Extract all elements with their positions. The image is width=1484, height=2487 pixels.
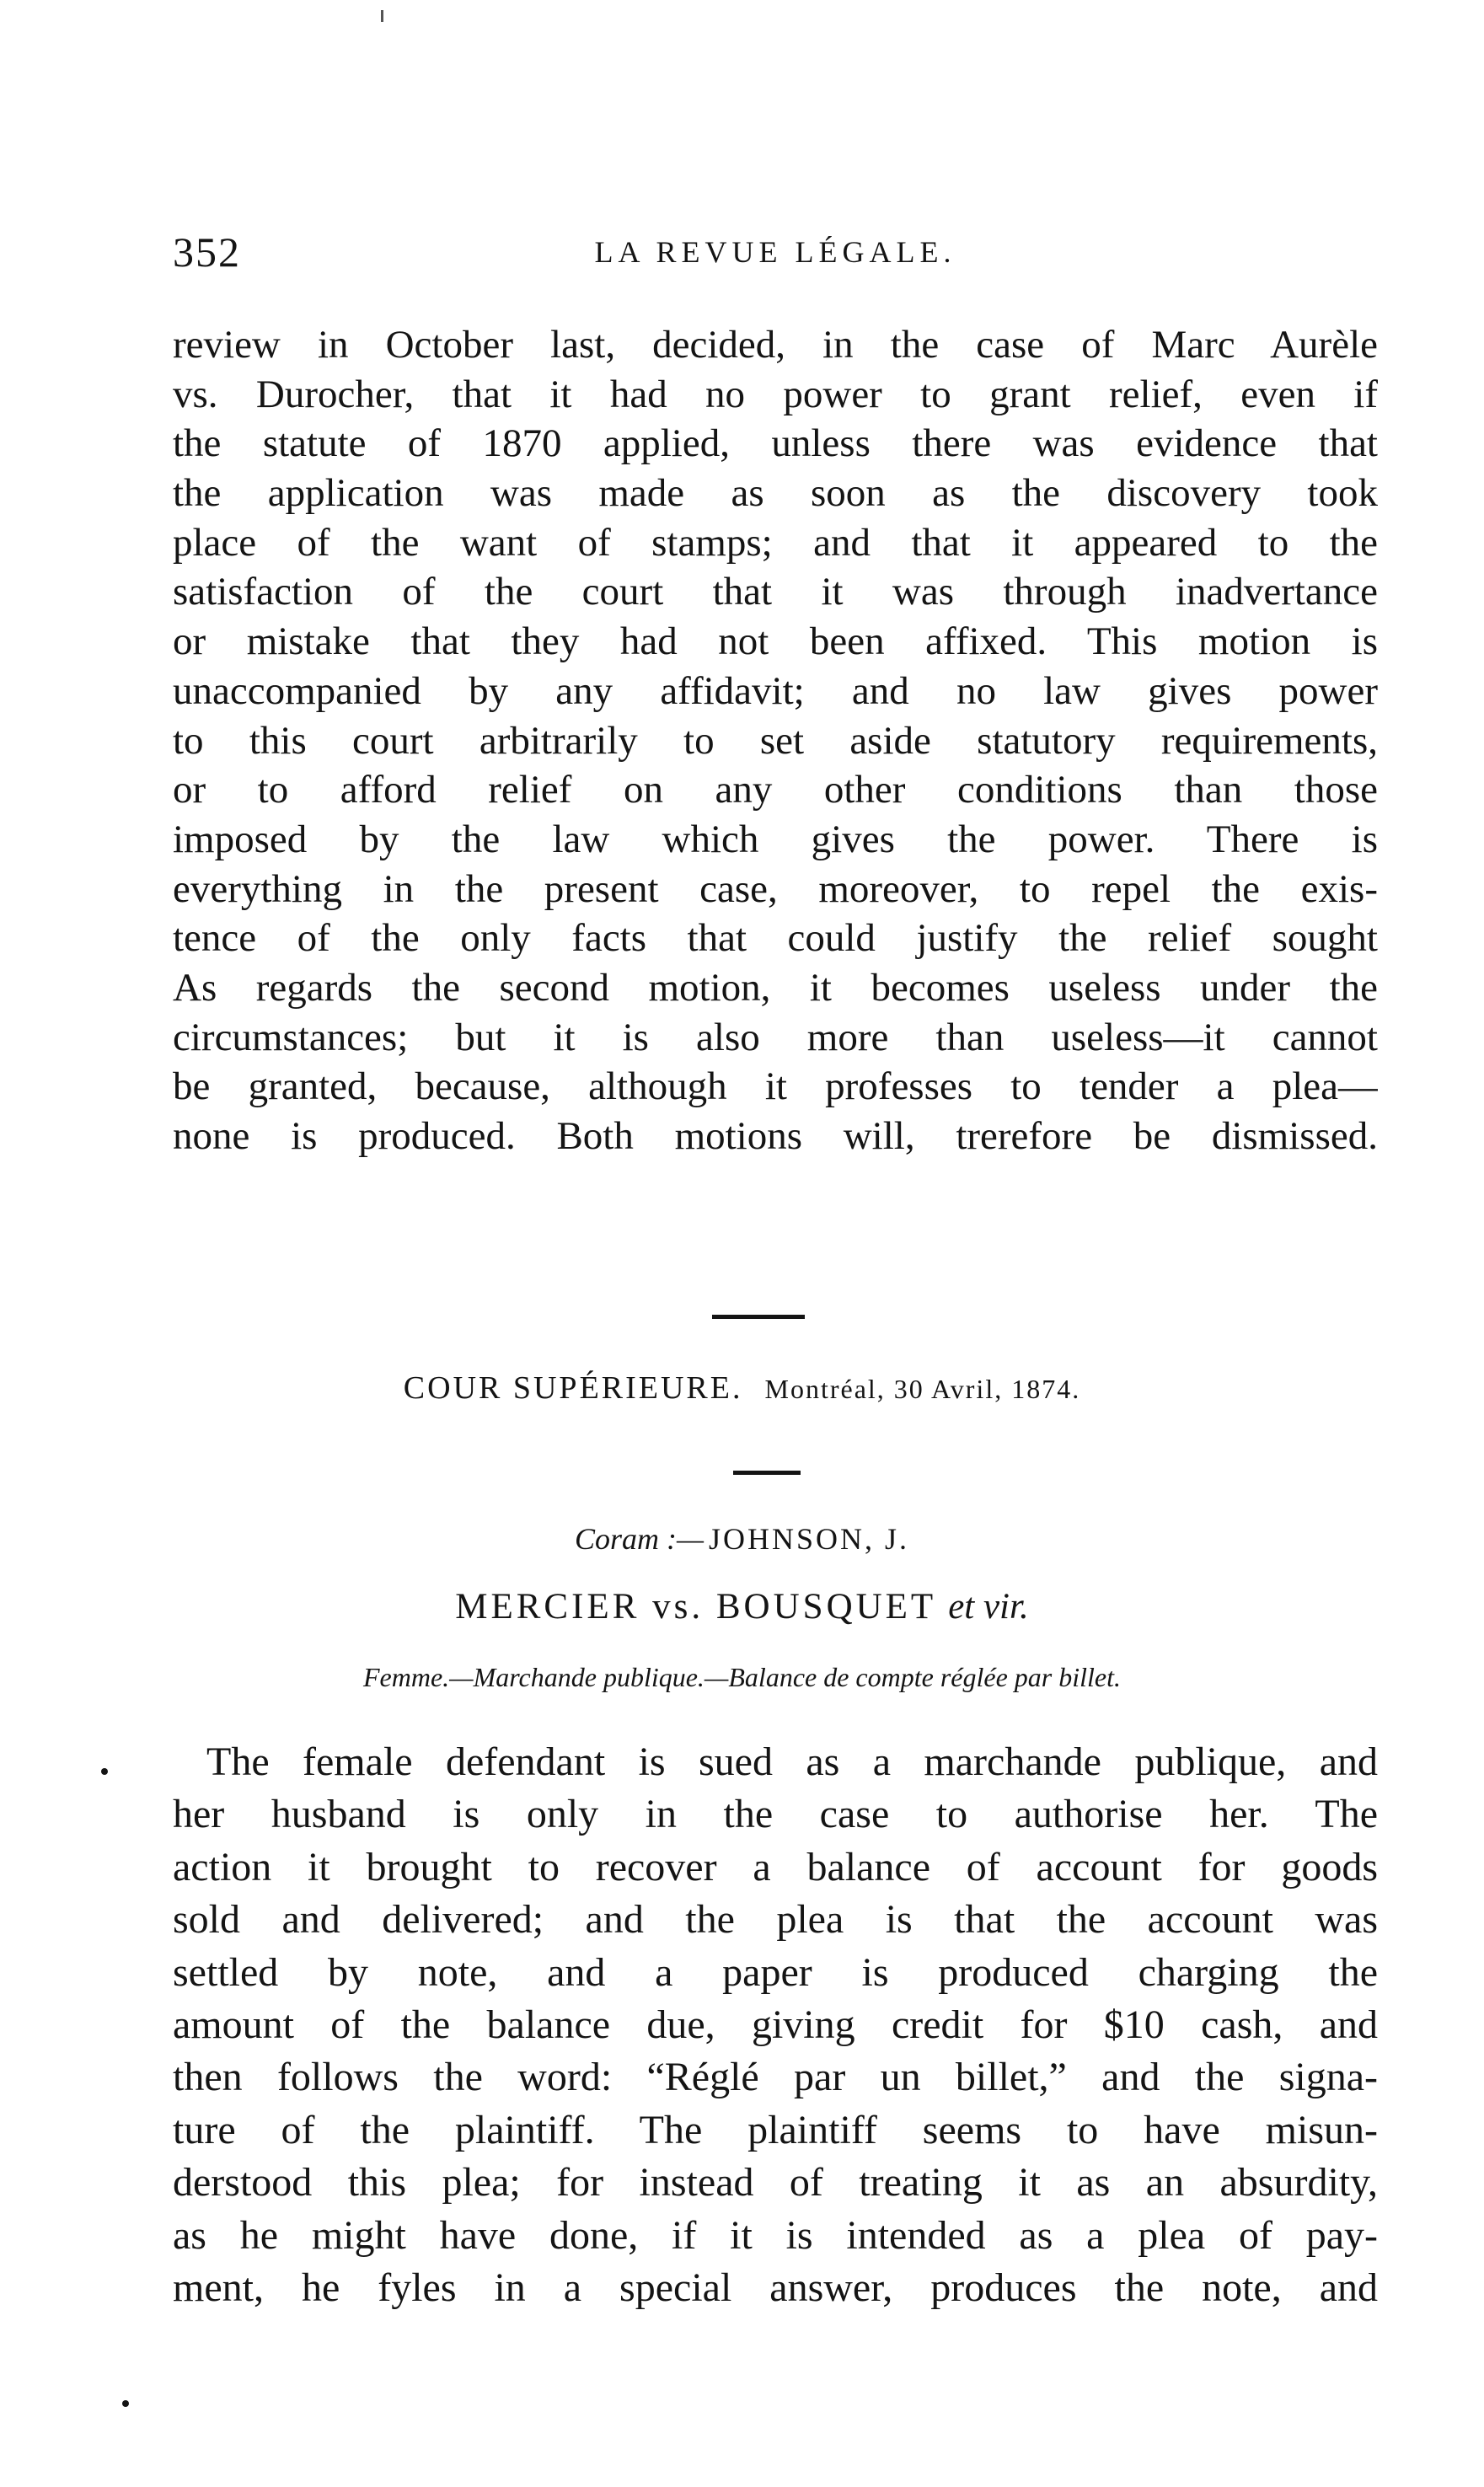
- text-line: amount of the balance due, giving credit for $10 cash, and: [173, 2002, 1378, 2047]
- case-suffix: et vir.: [948, 1587, 1029, 1627]
- headnote: Femme.—Marchande publique.—Balance de compte réglée par billet.: [362, 1662, 1121, 1692]
- court-name: COUR SUPÉRIEURE.: [403, 1370, 743, 1406]
- judge-name: JOHNSON, J.: [709, 1522, 910, 1556]
- text-line: be granted, because, although it professes to tender a plea—: [173, 1064, 1378, 1109]
- section-divider: [712, 1315, 805, 1319]
- text-line: review in October last, decided, in the case of Marc Aurèle: [173, 323, 1378, 367]
- text-line: The female defendant is sued as a marchande publique, and: [206, 1739, 1378, 1784]
- running-title: LA REVUE LÉGALE.: [594, 235, 956, 269]
- text-line: as he might have done, if it is intended as a plea of pay-: [173, 2212, 1378, 2258]
- text-line: circumstances; but it is also more than useless—it cannot: [173, 1015, 1378, 1059]
- scan-mark: [381, 10, 383, 22]
- text-line: vs. Durocher, that it had no power to grant relief, even if: [173, 372, 1378, 416]
- text-line: to this court arbitrarily to set aside statutory requirements,: [173, 718, 1378, 763]
- paragraph-2: [173, 1736, 1378, 2314]
- text-line: satisfaction of the court that it was through inadvertance: [173, 570, 1378, 614]
- court-place-date: Montréal, 30 Avril, 1874.: [764, 1374, 1081, 1404]
- text-line: or mistake that they had not been affixed. This motion is: [173, 619, 1378, 664]
- court-heading: [0, 1369, 1484, 1407]
- text-line: her husband is only in the case to authorise her. The: [173, 1792, 1378, 1837]
- text-line: ment, he fyles in a special answer, produces the note, and: [173, 2265, 1378, 2310]
- paragraph-1: [173, 320, 1378, 1161]
- text-line: the statute of 1870 applied, unless there was evidence that: [173, 421, 1378, 466]
- page-header: [173, 228, 1378, 287]
- text-line: imposed by the law which gives the power. There is: [173, 817, 1378, 861]
- text-line: then follows the word: “Réglé par un billet,” and the signa-: [173, 2055, 1378, 2100]
- case-title: [0, 1586, 1484, 1627]
- text-line: derstood this plea; for instead of treating it as an absurdity,: [173, 2160, 1378, 2206]
- case-parties: MERCIER vs. BOUSQUET: [455, 1587, 936, 1627]
- coram-line: [0, 1521, 1484, 1557]
- text-line: ture of the plaintiff. The plaintiff seems to have misun-: [173, 2107, 1378, 2152]
- text-line: everything in the present case, moreover, to repel the exis-: [173, 866, 1378, 911]
- text-line: or to afford relief on any other conditions than those: [173, 768, 1378, 812]
- text-line: sold and delivered; and the plea is that the account was: [173, 1897, 1378, 1943]
- page-number: 352: [173, 228, 241, 276]
- text-line: place of the want of stamps; and that it appeared to the: [173, 520, 1378, 565]
- text-line: tence of the only facts that could justify the relief sought: [173, 916, 1378, 961]
- heading-divider: [733, 1471, 801, 1475]
- text-line: the application was made as soon as the discovery took: [173, 471, 1378, 516]
- coram-label: Coram :—: [574, 1522, 704, 1556]
- text-line: settled by note, and a paper is produced charging the: [173, 1949, 1378, 1995]
- text-line: As regards the second motion, it becomes useless under the: [173, 965, 1378, 1010]
- margin-mark: [101, 1768, 108, 1775]
- margin-mark: [122, 2400, 129, 2407]
- text-line: none is produced. Both motions will, trerefore be dismissed.: [173, 1114, 1378, 1158]
- text-line: unaccompanied by any affidavit; and no law gives power: [173, 668, 1378, 713]
- text-line: action it brought to recover a balance of account for goods: [173, 1844, 1378, 1889]
